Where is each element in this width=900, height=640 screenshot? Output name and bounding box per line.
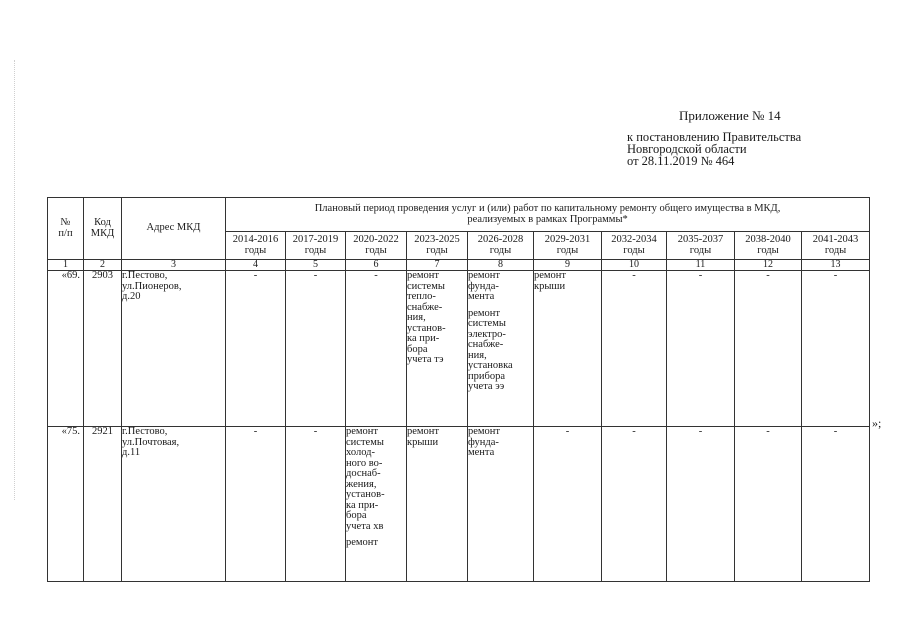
column-number-9: 9 (534, 260, 602, 271)
period-cell-12 (735, 271, 802, 427)
work-item: ремонт системы холод- ного во- доснаб- жения, установ- ка при- бора учета хв (346, 426, 385, 532)
header-year-8: 2038-2040 годы (735, 232, 802, 260)
row-code: 2921 (84, 427, 122, 582)
period-cell-13 (802, 271, 870, 427)
header-line-2: Новгородской области (627, 142, 747, 156)
period-cell-13 (802, 427, 870, 582)
work-item: - (833, 426, 838, 437)
header-year-9: 2041-2043 годы (802, 232, 870, 260)
period-cell-7 (407, 427, 468, 582)
period-cell-9 (534, 427, 602, 582)
work-item: ремонт (346, 537, 379, 548)
period-cell-6 (346, 427, 407, 582)
period-cell-8 (468, 271, 534, 427)
work-item: - (253, 426, 258, 437)
column-number-3: 3 (122, 260, 226, 271)
column-number-2: 2 (84, 260, 122, 271)
column-number-10: 10 (602, 260, 667, 271)
header-address: Адрес МКД (122, 198, 226, 260)
margin-scan-marks (14, 60, 19, 500)
header-code: Код МКД (84, 198, 122, 260)
work-item: - (253, 270, 258, 281)
work-item: - (833, 270, 838, 281)
header-year-1: 2017-2019 годы (286, 232, 346, 260)
work-item: - (313, 270, 318, 281)
period-cell-11 (667, 427, 735, 582)
row-address: г.Пестово, ул.Почтовая, д.11 (122, 427, 226, 582)
column-number-13: 13 (802, 260, 870, 271)
row-code: 2903 (84, 271, 122, 427)
column-number-4: 4 (226, 260, 286, 271)
work-item: - (766, 270, 770, 281)
period-cell-8 (468, 427, 534, 582)
column-number-7: 7 (407, 260, 468, 271)
table-row (48, 427, 870, 582)
header-year-5: 2029-2031 годы (534, 232, 602, 260)
period-cell-5 (286, 427, 346, 582)
work-item: - (766, 426, 770, 437)
period-cell-4 (226, 271, 286, 427)
header-year-3: 2023-2025 годы (407, 232, 468, 260)
header-line-3: от 28.11.2019 № 464 (627, 154, 735, 168)
work-item: ремонт фунда- мента (468, 426, 501, 458)
period-cell-10 (602, 427, 667, 582)
work-item: ремонт системы электро- снабже- ния, установка прибора учета ээ (468, 307, 513, 392)
work-item: - (374, 270, 378, 281)
column-number-6: 6 (346, 260, 407, 271)
work-item: - (632, 426, 636, 437)
period-cell-11 (667, 271, 735, 427)
table-closing-mark: »; (872, 416, 882, 430)
row-number: «69. (48, 271, 84, 427)
period-cell-4 (226, 427, 286, 582)
period-cell-7 (407, 271, 468, 427)
header-year-6: 2032-2034 годы (602, 232, 667, 260)
work-item: - (565, 426, 570, 437)
work-item: ремонт крыши (407, 426, 440, 448)
work-item: ремонт крыши (534, 270, 567, 292)
row-number: «75. (48, 427, 84, 582)
period-cell-10 (602, 271, 667, 427)
appendix-title: Приложение № 14 (679, 108, 781, 123)
header-year-2: 2020-2022 годы (346, 232, 407, 260)
header-year-0: 2014-2016 годы (226, 232, 286, 260)
column-number-11: 11 (667, 260, 735, 271)
column-number-8: 8 (468, 260, 534, 271)
column-number-1: 1 (48, 260, 84, 271)
work-item: ремонт системы тепло- снабже- ния, установ- ка при- бора учета тэ (407, 270, 446, 365)
header-period: Плановый период проведения услуг и (или) работ по капитальному ремонту общего имущества в МКД, реализуемых в рамках Программы* (226, 198, 870, 232)
header-year-7: 2035-2037 годы (667, 232, 735, 260)
period-cell-12 (735, 427, 802, 582)
column-number-12: 12 (735, 260, 802, 271)
header-line-1: к постановлению Правительства (627, 130, 802, 144)
header-year-4: 2026-2028 годы (468, 232, 534, 260)
period-cell-5 (286, 271, 346, 427)
work-item: - (313, 426, 318, 437)
header-num: № п/п (48, 198, 84, 260)
work-item: - (698, 426, 703, 437)
work-item: - (698, 270, 703, 281)
table-row (48, 271, 870, 427)
row-address: г.Пестово, ул.Пионеров, д.20 (122, 271, 226, 427)
capital-repair-table (47, 197, 870, 582)
work-item: - (632, 270, 636, 281)
column-number-5: 5 (286, 260, 346, 271)
period-cell-6 (346, 271, 407, 427)
work-item: ремонт фунда- мента (468, 270, 501, 302)
document-header (627, 110, 887, 167)
period-cell-9 (534, 271, 602, 427)
